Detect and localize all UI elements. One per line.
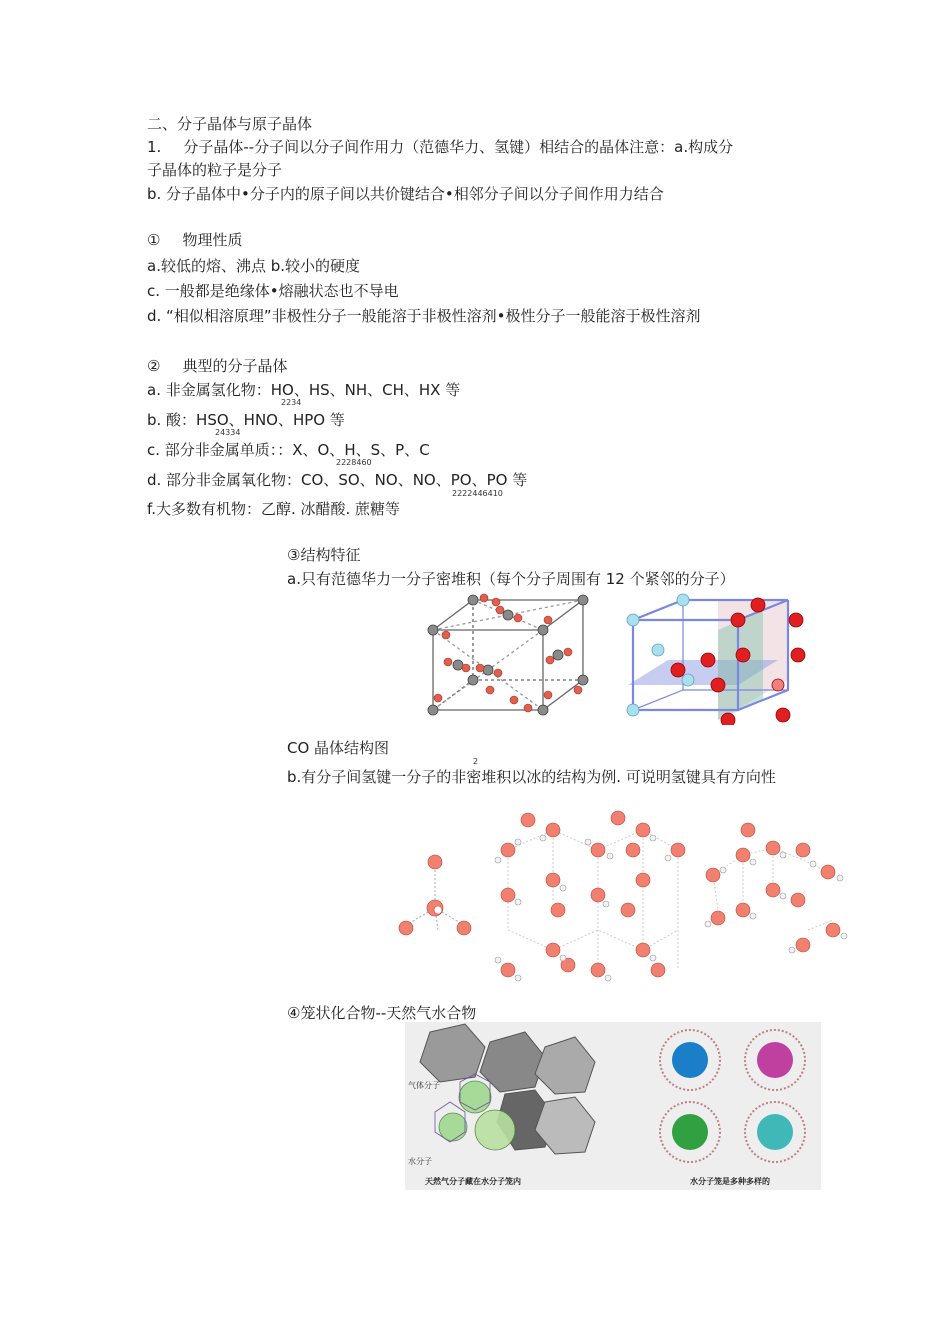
paragraph-1-b: b. 分子晶体中•分子内的原子间以共价键结合•相邻分子间以分子间作用力结合 [147, 185, 664, 203]
typical-item-c: c. 部分非金属单质：：X、O、H、S、P、C [147, 441, 430, 459]
co2-unit-cell-figure [618, 590, 808, 725]
water-molecule-group-left [406, 862, 464, 930]
section-title: 二、分子晶体与原子晶体 [147, 115, 313, 133]
paragraph-1-number: 1. [147, 138, 162, 156]
butane-cage-sphere [757, 1114, 793, 1150]
subscript-b: 24334 [215, 428, 241, 437]
propane-cage-sphere [672, 1114, 708, 1150]
paragraph-1 [147, 137, 733, 157]
phys-item-a: a.较低的熔、沸点 b.较小的硬度 [147, 257, 361, 275]
subscript-d: 2222446410 [452, 489, 503, 498]
co2-subscript: 2 [473, 757, 479, 766]
heading-number: ① [147, 231, 161, 249]
heading-label: 典型的分子晶体 [182, 357, 288, 375]
hydrate-caption-left: 天然气分子藏在水分子笼内 [425, 1177, 521, 1186]
heading-physical-properties [147, 230, 242, 250]
gas-molecule-label: 气体分子 [408, 1081, 440, 1090]
gas-hydrate-figure [405, 1022, 821, 1190]
heading-typical-crystals [147, 356, 287, 376]
typical-item-b: b. 酸：HSO、HNO、HPO 等 [147, 411, 345, 429]
typical-item-f: f.大多数有机物：乙醇. 冰醋酸. 蔗糖等 [147, 500, 401, 518]
typical-item-d: d. 部分非金属氧化物：CO、SO、NO、NO、PO、PO 等 [147, 471, 528, 489]
water-molecule-label: 水分子 [408, 1157, 432, 1166]
paragraph-1-continued: 子晶体的粒子是分子 [147, 161, 283, 179]
heading-number: ② [147, 357, 161, 375]
heading-label: 物理性质 [182, 231, 243, 249]
structure-a: a.只有范德华力一分子密堆积（每个分子周围有 12 个紧邻的分子） [287, 570, 735, 588]
typical-item-a: a. 非金属氢化物：HO、HS、NH、CH、HX 等 [147, 381, 461, 399]
heading-clathrate: ④笼状化合物--天然气水合物 [287, 1004, 477, 1022]
subscript-a: 2234 [281, 398, 302, 407]
hydrate-caption-right: 水分子笼是多种多样的 [690, 1177, 770, 1186]
methane-cage-sphere [672, 1042, 708, 1078]
heading-structure: ③结构特征 [287, 546, 361, 564]
co2-crystal-figure [418, 590, 603, 740]
paragraph-1-text: 分子晶体--分子间以分子间作用力（范德华力、氢键）相结合的晶体注意：a.构成分 [183, 138, 734, 156]
co2-caption: CO 晶体结构图 [287, 739, 390, 757]
phys-item-c: c. 一般都是绝缘体•熔融状态也不导电 [147, 282, 399, 300]
ethane-cage-sphere [757, 1042, 793, 1078]
subscript-c: 2228460 [336, 458, 372, 467]
phys-item-d: d. “相似相溶原理”非极性分子一般能溶于非极性溶剂•极性分子一般能溶于极性溶剂 [147, 307, 701, 325]
structure-b: b.有分子间氢键一分子的非密堆积以冰的结构为例. 可说明氢键具有方向性 [287, 768, 776, 786]
ice-structure-figure [378, 800, 858, 1000]
